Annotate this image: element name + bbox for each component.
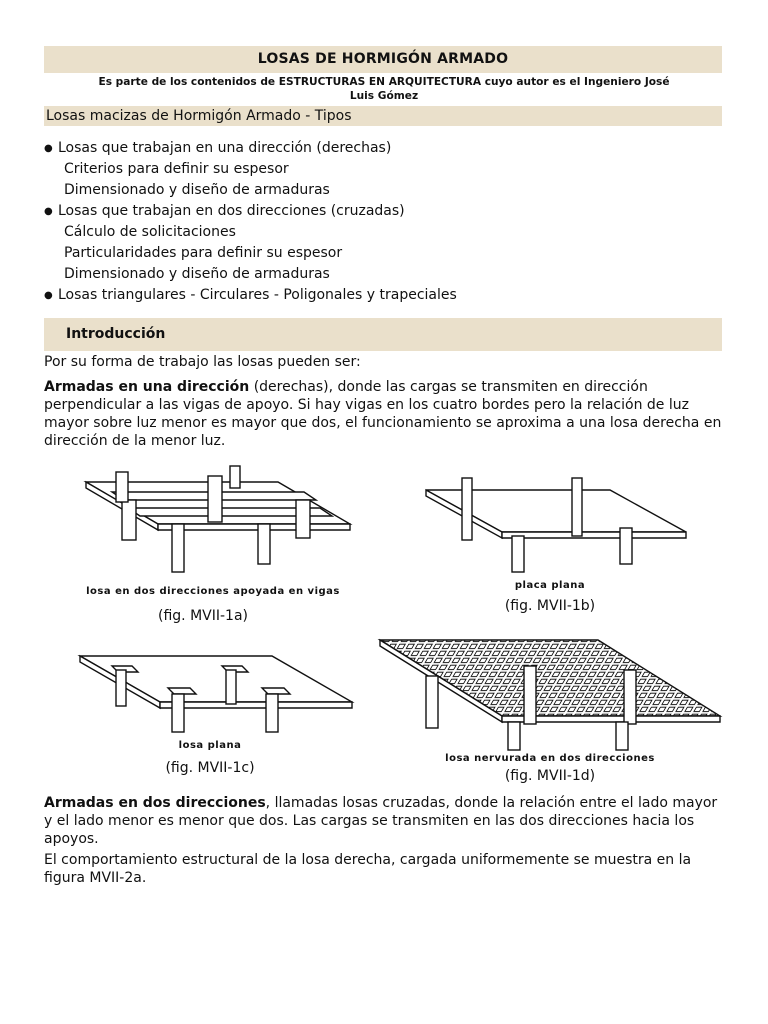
topic-subitem: Dimensionado y diseño de armaduras [64, 182, 330, 198]
figure-label-1c: losa plana [178, 740, 242, 751]
page-title: LOSAS DE HORMIGÓN ARMADO [44, 46, 722, 73]
one-way-term: Armadas en una dirección [44, 379, 250, 395]
one-way-paragraph: Armadas en una dirección (derechas), donde las cargas se transmiten en dirección perpendicular a las vigas de apoyo. Si hay vigas en los cuatro bordes pero la relación de luz mayor sobre luz menor es mayor que dos, el funcionamiento se aproxima a una losa derecha en dirección de la menor luz. [44, 379, 722, 449]
figure-waffle-slab [376, 636, 726, 752]
two-way-term: Armadas en dos direcciones [44, 795, 266, 811]
intro-heading: Introducción [44, 318, 722, 351]
figure-label-1d: losa nervurada en dos direcciones [445, 753, 655, 764]
page-subtitle [44, 75, 724, 103]
figure-label-1b: placa plana [514, 580, 586, 591]
topic-item: ● Losas que trabajan en dos direcciones (cruzadas) [44, 201, 457, 222]
section-heading: Losas macizas de Hormigón Armado - Tipos [44, 106, 722, 126]
intro-lead: Por su forma de trabajo las losas pueden ser: [44, 354, 361, 370]
figure-caption-1d: (fig. MVII-1d) [504, 768, 596, 784]
topic-subitem: Dimensionado y diseño de armaduras [64, 266, 330, 282]
topic-subitem: Particularidades para definir su espesor [64, 245, 343, 261]
topic-subitem: Criterios para definir su espesor [64, 161, 289, 177]
bullet-icon: ● [44, 206, 53, 217]
topic-subitem: Cálculo de solicitaciones [64, 224, 236, 240]
figure-caption-1b: (fig. MVII-1b) [504, 598, 596, 614]
bullet-icon: ● [44, 290, 53, 301]
topic-item: ● Losas que trabajan en una dirección (derechas) [44, 138, 457, 159]
figure-flat-plate [420, 470, 700, 574]
topic-item: ● Losas triangulares - Circulares - Poligonales y trapeciales [44, 285, 457, 306]
bullet-icon: ● [44, 143, 53, 154]
two-way-paragraph: Armadas en dos direcciones, llamadas losas cruzadas, donde la relación entre el lado mayor y el lado menor es menor que dos. Las cargas se transmiten en las dos direcciones hacia los apoyos. [44, 795, 718, 847]
figure-caption-1c: (fig. MVII-1c) [165, 760, 255, 776]
figure-caption-1a: (fig. MVII-1a) [158, 608, 248, 624]
figure-flat-slab [76, 644, 366, 742]
subtitle-line-2: Luis Gómez [349, 90, 419, 102]
topic-list [44, 138, 457, 306]
figure-label-1a: losa en dos direcciones apoyada en vigas [86, 586, 340, 597]
closing-paragraph: El comportamiento estructural de la losa derecha, cargada uniformemente se muestra en la figura MVII-2a. [44, 852, 692, 886]
subtitle-line-1: Es parte de los contenidos de ESTRUCTURAS EN ARQUITECTURA cuyo autor es el Ingeniero José [98, 76, 670, 88]
figure-slab-on-beams [78, 462, 368, 580]
